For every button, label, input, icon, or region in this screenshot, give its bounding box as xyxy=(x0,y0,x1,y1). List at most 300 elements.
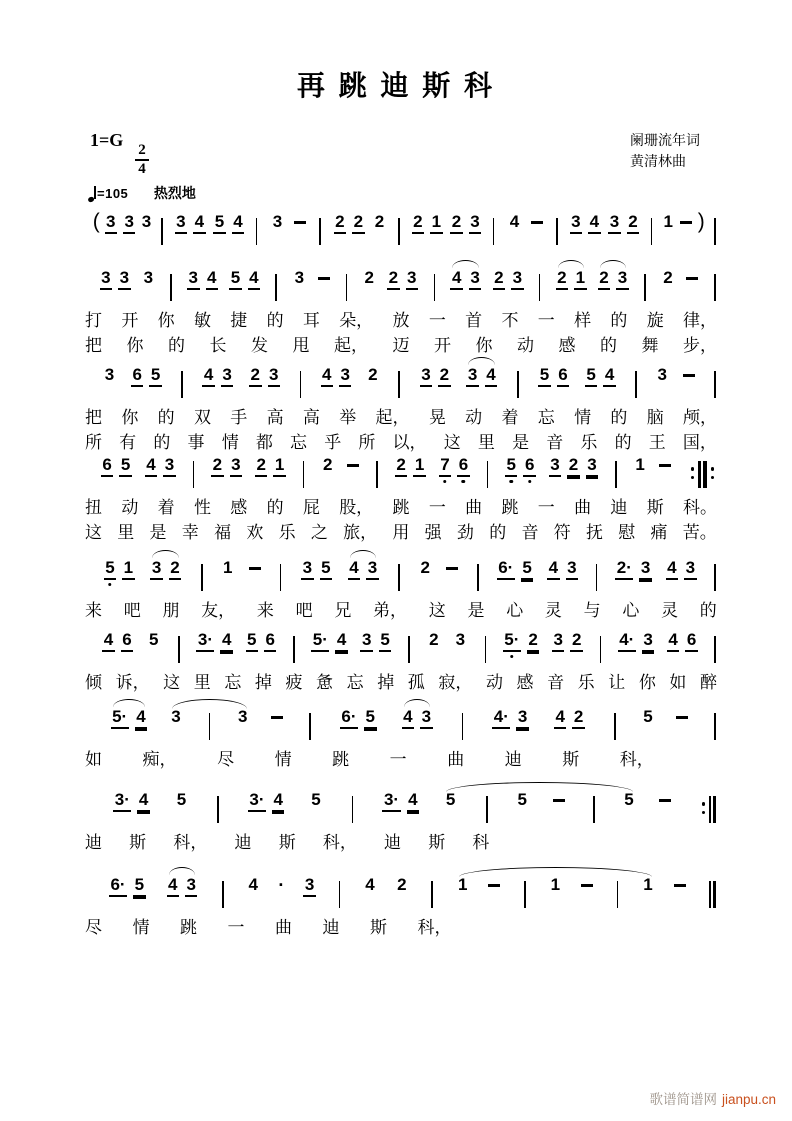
lyric-syllable: 慰 xyxy=(618,523,636,542)
beat-group xyxy=(167,875,198,897)
measure xyxy=(411,630,484,650)
measure xyxy=(220,790,351,812)
beat-group xyxy=(666,558,697,580)
music-line xyxy=(85,202,717,246)
system-1 xyxy=(85,202,717,246)
measure xyxy=(85,455,192,477)
note: 4 xyxy=(248,268,260,290)
note: 4 xyxy=(193,212,205,234)
barline xyxy=(376,461,378,488)
time-signature-denominator: 4 xyxy=(138,161,146,178)
slur-arc xyxy=(152,550,179,558)
lyrics-row xyxy=(85,407,717,429)
lyric-syllable: 的 xyxy=(600,336,617,355)
beat-group xyxy=(428,630,440,650)
lyric-syllable: 首 xyxy=(465,311,483,330)
lyric-syllable: 这 xyxy=(163,673,181,692)
system-5 xyxy=(85,548,717,622)
note: 3 xyxy=(455,630,466,649)
beat-group xyxy=(642,875,654,895)
lyric-syllable: 开 xyxy=(434,336,451,355)
note: 2 xyxy=(368,365,378,384)
note: 4 xyxy=(348,558,360,580)
barline xyxy=(713,881,716,908)
dash-extension xyxy=(488,884,500,887)
note: 3· xyxy=(113,790,131,812)
lyric-syllable: 的 xyxy=(266,311,284,330)
barline xyxy=(714,713,716,740)
barline xyxy=(709,796,711,823)
note: 2 xyxy=(570,630,582,652)
measure xyxy=(489,455,614,477)
dash-extension xyxy=(294,221,306,224)
beat-group xyxy=(382,790,419,812)
beat-group xyxy=(303,875,315,897)
lyric-syllable: 股， xyxy=(339,498,374,517)
barline xyxy=(714,218,716,245)
lyric-syllable: 曲 xyxy=(465,498,483,517)
system-9 xyxy=(85,865,717,939)
beat-group xyxy=(444,790,456,810)
lyric-syllable: 发 xyxy=(251,336,268,355)
note: 2 xyxy=(352,212,364,234)
note: 4 xyxy=(407,790,419,812)
dash-extension xyxy=(553,799,565,802)
beat-group xyxy=(131,365,162,387)
beat-group xyxy=(221,558,233,578)
lyric-syllable: 双 xyxy=(193,408,211,427)
note: 3 xyxy=(406,268,418,290)
note: 1 xyxy=(413,455,425,477)
note: 5· xyxy=(311,630,329,652)
system-6 xyxy=(85,620,717,694)
lyric-syllable: 斯 xyxy=(428,833,446,852)
barline xyxy=(346,274,348,301)
note: 2 xyxy=(429,630,439,649)
lyric-syllable: 律， xyxy=(683,311,717,330)
note: 3 xyxy=(511,268,523,290)
measure xyxy=(305,455,375,475)
barline xyxy=(339,881,341,908)
lyric-syllable: 吧 xyxy=(123,601,141,620)
lyric-syllable: 情 xyxy=(274,750,292,769)
barline xyxy=(477,564,479,591)
measure xyxy=(181,630,292,652)
lyric-syllable: 强 xyxy=(424,523,442,542)
note: 5 xyxy=(176,790,187,809)
barline xyxy=(600,636,602,663)
composer-credit: 黄清林曲 xyxy=(630,155,686,170)
system-7 xyxy=(85,697,717,771)
lyric-syllable: 起， xyxy=(334,336,368,355)
measure xyxy=(379,455,486,477)
note: 3 xyxy=(339,365,351,387)
note: 3· xyxy=(382,790,400,812)
beat-group xyxy=(294,212,306,224)
note: 2 xyxy=(420,558,430,577)
beat-group xyxy=(147,630,159,650)
beat-group xyxy=(237,707,249,727)
measure xyxy=(527,875,616,895)
measure xyxy=(341,875,430,895)
time-signature-numerator: 2 xyxy=(135,142,149,161)
beat-group xyxy=(103,365,115,385)
note: 4 xyxy=(206,268,218,290)
lyric-syllable: 乎 xyxy=(324,433,342,452)
note: 4 xyxy=(102,630,114,652)
lyric-syllable: 之 xyxy=(310,523,328,542)
lyric-syllable: 心 xyxy=(622,601,640,620)
barline xyxy=(486,796,488,823)
beat-group xyxy=(585,365,616,387)
beat-group xyxy=(213,212,244,234)
note: 3 xyxy=(552,630,564,652)
note: 3 xyxy=(684,558,696,580)
note: 5 xyxy=(364,707,376,729)
lyrics-row xyxy=(85,832,489,854)
barline xyxy=(714,274,716,301)
lyric-syllable: 的 xyxy=(489,523,507,542)
note: 5 xyxy=(119,455,131,477)
note: 3 xyxy=(608,212,620,234)
measure xyxy=(164,212,255,234)
note: 1 xyxy=(122,558,134,580)
tie-arc xyxy=(172,699,247,709)
lyric-syllable: 你 xyxy=(121,408,139,427)
note: 2 xyxy=(334,212,346,234)
note: 1 xyxy=(663,212,674,231)
measure xyxy=(559,212,650,234)
barline xyxy=(303,461,305,488)
beat-group xyxy=(229,268,260,290)
note: 3 xyxy=(420,365,432,387)
note: 3 xyxy=(272,212,283,231)
note: 5 xyxy=(445,790,456,809)
barline xyxy=(614,713,616,740)
beat-group xyxy=(246,630,277,652)
note: 2 xyxy=(397,875,407,894)
dash-extension xyxy=(347,464,359,467)
lyric-syllable: 痛 xyxy=(650,523,668,542)
note: 3 xyxy=(230,455,242,477)
lyric-syllable: 音 xyxy=(546,433,564,452)
barline xyxy=(201,564,203,591)
measure xyxy=(258,212,318,232)
lyric-syllable: 跳 xyxy=(392,498,410,517)
beat-group xyxy=(698,212,705,232)
repeat-dots xyxy=(702,802,706,814)
slur-arc xyxy=(600,260,626,268)
repeat-dots xyxy=(711,467,715,479)
measure xyxy=(278,268,345,288)
time-signature xyxy=(135,142,149,179)
lyric-syllable: 不 xyxy=(501,311,519,330)
lyric-syllable: 一 xyxy=(428,311,446,330)
barline xyxy=(698,461,701,488)
lyrics-row xyxy=(85,600,717,622)
lyric-syllable: 感 xyxy=(516,673,534,692)
music-line xyxy=(85,697,717,741)
lyric-syllable: 这 xyxy=(428,601,446,620)
note: 5 xyxy=(521,558,533,580)
music-line xyxy=(85,355,717,399)
barline xyxy=(178,636,180,663)
beat-group xyxy=(318,268,330,280)
slur-arc xyxy=(404,699,430,707)
beat-group xyxy=(211,455,242,477)
beat-group xyxy=(322,455,334,475)
lyric-syllable: 忘 xyxy=(537,408,555,427)
note: 2 xyxy=(567,455,579,477)
tempo-row xyxy=(88,183,196,203)
note: 3 xyxy=(570,212,582,234)
dash-extension xyxy=(680,221,692,224)
measure xyxy=(296,630,407,652)
beat-group xyxy=(642,707,654,727)
measure xyxy=(638,365,713,385)
lyric-syllable: 颅， xyxy=(683,408,717,427)
lyric-syllable: 这 xyxy=(443,433,461,452)
lyric-syllable: 的 xyxy=(153,433,171,452)
lyrics-row xyxy=(85,672,717,694)
note: 5 xyxy=(133,875,145,897)
note: 4 xyxy=(202,365,214,387)
beat-group xyxy=(101,455,132,477)
measure xyxy=(401,365,516,387)
lyric-syllable: 动 xyxy=(517,336,534,355)
barline xyxy=(651,218,653,245)
lyric-syllable: 一 xyxy=(537,311,555,330)
measure xyxy=(434,875,523,895)
lyric-syllable: 诉， xyxy=(115,673,150,692)
beat-group xyxy=(680,212,692,224)
measure xyxy=(487,630,598,652)
lyric-syllable: 里 xyxy=(193,673,211,692)
note: 3 xyxy=(143,268,154,287)
lyric-syllable: 都 xyxy=(255,433,273,452)
slur-arc xyxy=(169,867,195,875)
lyric-syllable: 高 xyxy=(266,408,284,427)
barline xyxy=(217,796,219,823)
barline xyxy=(170,274,172,301)
system-8 xyxy=(85,780,717,854)
lyric-syllable: 动 xyxy=(485,673,503,692)
note: 5 xyxy=(643,707,653,726)
lyric-syllable: 事 xyxy=(187,433,205,452)
lyric-syllable: 敏 xyxy=(193,311,211,330)
lyric-syllable: 曲 xyxy=(275,918,292,937)
note: 4 xyxy=(135,707,147,729)
lyric-syllable: 是 xyxy=(149,523,167,542)
beat-group xyxy=(466,365,497,387)
note: 5· xyxy=(503,630,521,652)
note: 2 xyxy=(598,268,610,290)
system-4 xyxy=(85,445,717,544)
page-title: 再 跳 迪 斯 科 xyxy=(296,70,496,101)
beat-group xyxy=(334,212,365,234)
barline xyxy=(398,564,400,591)
beat-group xyxy=(634,455,646,475)
note: 3 xyxy=(469,212,481,234)
lyric-syllable: 迪 xyxy=(610,498,628,517)
measure xyxy=(195,455,302,477)
beat-group xyxy=(503,630,540,652)
note: 3 xyxy=(616,268,628,290)
slur-arc xyxy=(113,699,145,707)
tie-arc xyxy=(446,782,633,792)
beat-group xyxy=(395,455,426,477)
lyric-syllable: 迪 xyxy=(504,750,522,769)
beat-group xyxy=(310,790,322,810)
lyric-syllable: 情 xyxy=(574,408,592,427)
barline xyxy=(635,371,637,398)
beat-group xyxy=(248,790,285,812)
note: 4 xyxy=(509,212,520,231)
note: 1 xyxy=(222,558,233,577)
beat-group xyxy=(100,268,131,290)
lyric-syllable: 你 xyxy=(475,336,493,355)
barline xyxy=(709,881,711,908)
lyric-syllable: 灵 xyxy=(661,601,679,620)
barline xyxy=(713,796,716,823)
measure xyxy=(618,455,688,475)
note: 4 xyxy=(588,212,600,234)
note: 2 xyxy=(493,268,505,290)
lyric-syllable: 醉 xyxy=(699,673,717,692)
measure xyxy=(401,212,492,234)
lyric-syllable: 欢 xyxy=(246,523,264,542)
barline xyxy=(703,461,706,488)
note: 3 xyxy=(100,268,112,290)
beat-group xyxy=(102,630,133,652)
lyric-syllable: 心 xyxy=(506,601,524,620)
barline xyxy=(517,371,519,398)
beat-group xyxy=(247,875,259,895)
music-line xyxy=(85,445,717,489)
beat-group xyxy=(293,268,305,288)
note: 2 xyxy=(395,455,407,477)
barline xyxy=(487,461,489,488)
beat-group xyxy=(271,707,283,719)
lyrics-row xyxy=(85,497,717,519)
measure xyxy=(282,558,397,580)
slur-arc xyxy=(452,260,479,268)
beat-group xyxy=(412,212,443,234)
lyric-syllable: 步， xyxy=(683,336,717,355)
measure xyxy=(464,707,613,729)
measure xyxy=(85,558,200,580)
lyric-syllable: 惫 xyxy=(316,673,334,692)
barline xyxy=(293,636,295,663)
watermark xyxy=(649,1088,776,1108)
dash-extension xyxy=(446,567,458,570)
beat-group xyxy=(683,365,695,377)
note: 4 xyxy=(248,875,258,894)
tempo-value: =105 xyxy=(97,186,129,201)
lyric-syllable: 斯 xyxy=(278,833,296,852)
beat-group xyxy=(659,790,671,802)
beat-group xyxy=(249,365,280,387)
quarter-note-icon xyxy=(88,185,97,201)
lyric-syllable: 的 xyxy=(266,498,284,517)
lyric-syllable: 与 xyxy=(583,601,601,620)
note: 3 xyxy=(187,268,199,290)
beat-group xyxy=(170,707,182,727)
beat-group xyxy=(311,630,348,652)
barline xyxy=(300,371,302,398)
beat-group xyxy=(396,875,408,895)
measure xyxy=(85,630,177,652)
beat-group xyxy=(450,268,481,290)
beat-group xyxy=(363,268,375,288)
note: 6· xyxy=(109,875,127,897)
note: 1 xyxy=(458,875,468,894)
watermark-site-url: jianpu.cn xyxy=(721,1092,776,1107)
note: 4 xyxy=(603,365,615,387)
lyric-syllable: 是 xyxy=(512,433,530,452)
barline xyxy=(617,881,619,908)
expression-marking: 热烈地 xyxy=(153,185,196,201)
repeat-dots xyxy=(691,467,695,479)
measure xyxy=(204,558,279,578)
note: 6 xyxy=(264,630,276,652)
dash-extension xyxy=(674,884,686,887)
lyric-syllable: 动 xyxy=(465,408,483,427)
measure xyxy=(596,790,699,810)
barline xyxy=(524,881,526,908)
lyric-syllable: 用 xyxy=(392,523,410,542)
lyrics-row xyxy=(85,310,717,332)
lyric-syllable: 迪 xyxy=(85,833,102,852)
note: 6 xyxy=(101,455,113,477)
beat-group xyxy=(105,212,136,234)
measure xyxy=(602,630,713,652)
lyric-syllable: 打 xyxy=(85,311,102,330)
music-line xyxy=(85,548,717,592)
lyric-syllable: 的 xyxy=(610,408,628,427)
beat-group xyxy=(554,707,585,729)
lyrics-row xyxy=(85,749,654,771)
note: 3 xyxy=(123,212,135,234)
note: 6· xyxy=(340,707,358,729)
dash-extension xyxy=(531,221,543,224)
barline xyxy=(462,713,464,740)
lyric-syllable: 斯 xyxy=(129,833,147,852)
lyric-syllable: 旋 xyxy=(646,311,664,330)
dash-extension xyxy=(581,884,593,887)
lyrics-row xyxy=(85,522,717,544)
beat-group xyxy=(508,212,520,232)
note: 3 xyxy=(163,455,175,477)
beat-group xyxy=(608,212,639,234)
note: 4· xyxy=(618,630,636,652)
barline xyxy=(319,218,321,245)
measure xyxy=(85,790,216,812)
lyric-syllable: 如 xyxy=(85,750,102,769)
measure xyxy=(489,790,592,810)
barline xyxy=(556,218,558,245)
note: 5· xyxy=(111,707,129,729)
beat-group xyxy=(492,707,529,729)
barline xyxy=(434,274,436,301)
lyric-syllable: 科。 xyxy=(683,498,717,517)
barline xyxy=(181,371,183,398)
lyric-syllable: 着 xyxy=(157,498,175,517)
note: 5 xyxy=(517,790,527,809)
note: 3 xyxy=(301,558,313,580)
lyric-syllable: 把 xyxy=(85,408,102,427)
measure xyxy=(211,707,308,727)
